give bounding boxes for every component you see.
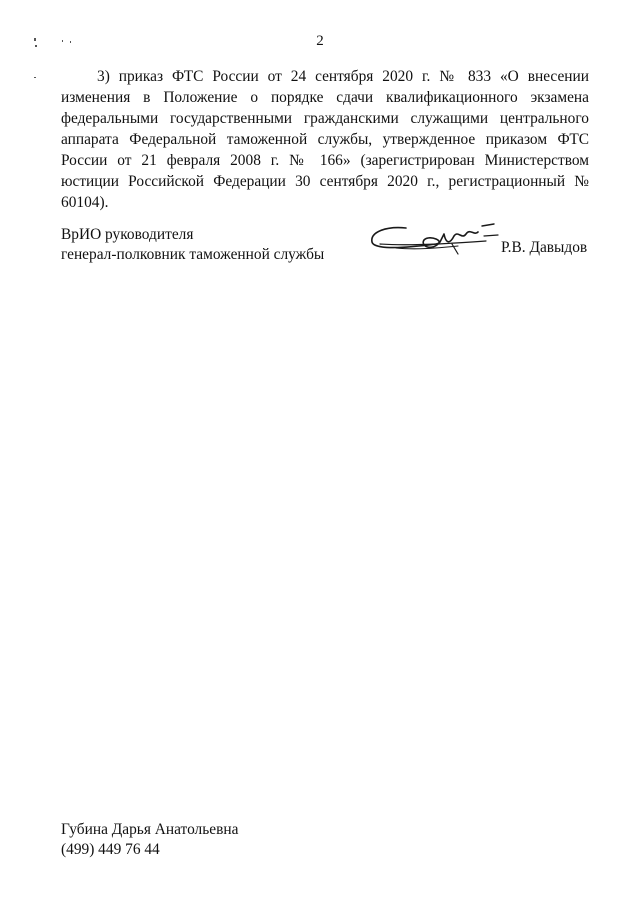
executor-name: Губина Дарья Анатольевна (61, 821, 239, 838)
executor-phone: (499) 449 76 44 (61, 841, 160, 858)
page-number: 2 (316, 33, 324, 49)
signatory-name: Р.В. Давыдов (501, 239, 588, 256)
handwritten-signature (366, 214, 506, 262)
signatory-position-line1: ВрИО руководителя (61, 226, 194, 243)
scan-speck (34, 77, 36, 78)
order-paragraph: 3) приказ ФТС России от 24 сентября 2020 г. № 833 «О внесении изменения в Положение о порядке сдачи квалификационного экзамена федеральными государственными гражданскими служащими центрального аппарата Федеральной таможенной службы, утвержденное приказом ФТС России от 21 февраля 2008 г. № 166» (зарегистрирован Министерством юстиции Российской Федерации 30 сентября 2020 г., регистрационный № 60104). (61, 68, 589, 211)
executor-block (61, 820, 238, 860)
signatory-position-line2: генерал-полковник таможенной службы (61, 246, 325, 263)
signatory-position (61, 225, 324, 265)
